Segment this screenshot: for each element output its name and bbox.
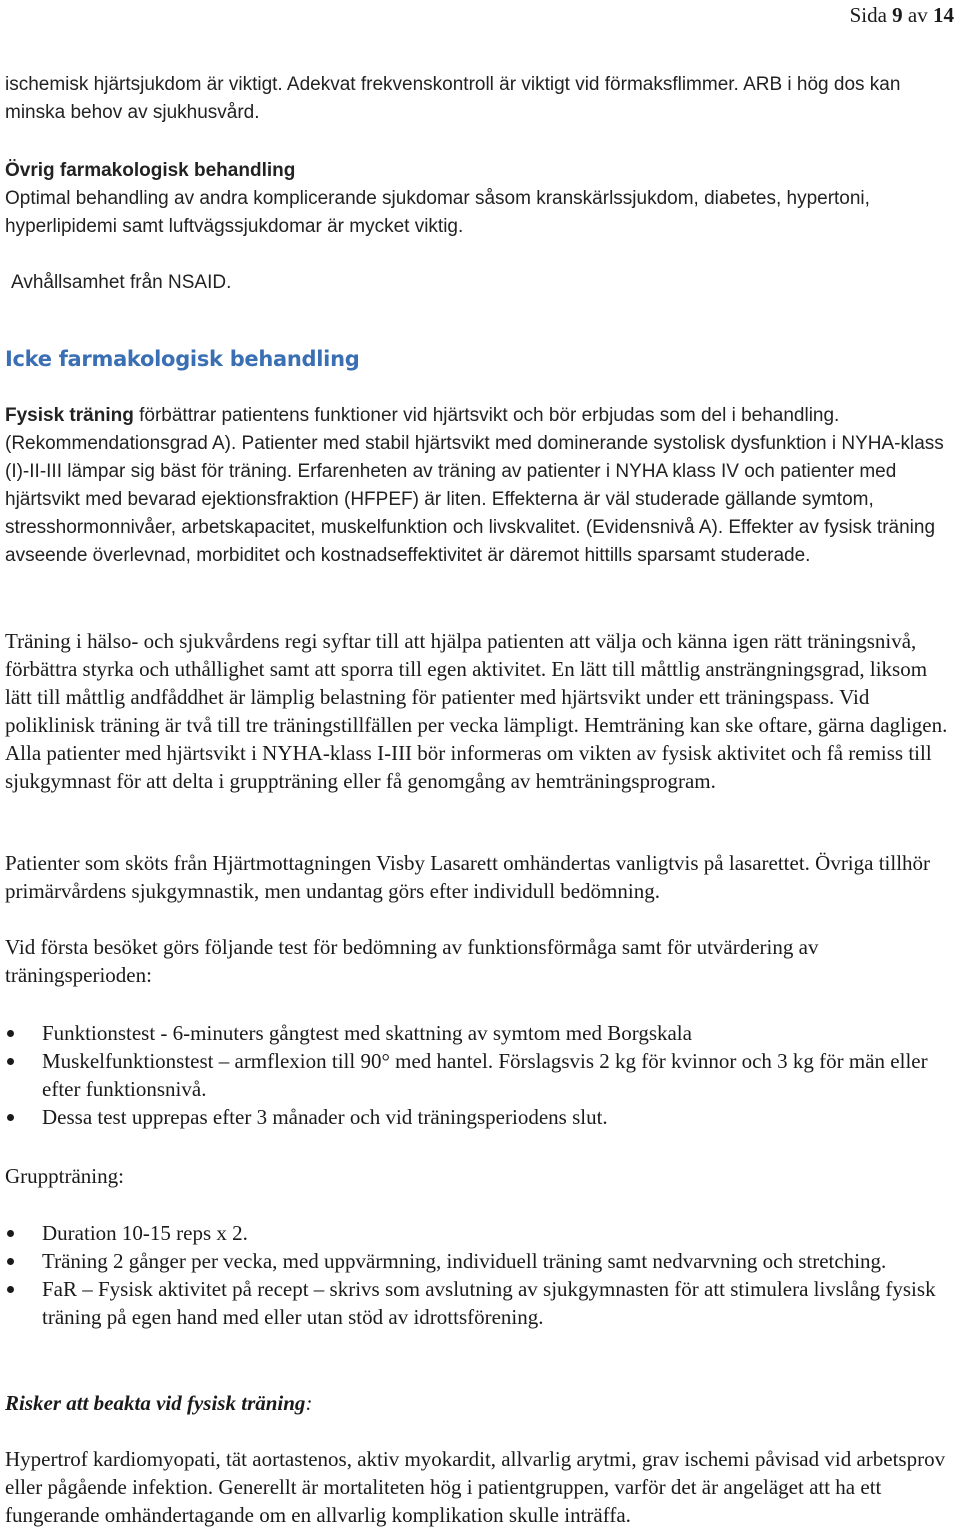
test-intro: Vid första besöket görs följande test för bedömning av funktionsförmåga samt för utvärdering av träningsperioden:	[5, 935, 819, 987]
fysisk-traning-paragraph	[5, 402, 957, 570]
grupptraning-label: Gruppträning:	[5, 1164, 124, 1188]
fysisk-traning-lead: Fysisk träning	[5, 405, 134, 426]
traning-paragraph: Träning i hälso- och sjukvårdens regi syftar till att hjälpa patienten att välja och känna igen rätt träningsnivå, förbättra styrka och uthållighet samt att sporra till egen aktivitet. En lätt till måttlig ansträngningsgrad, liksom lätt till måttlig andfåddhet är lämplig belastning för patienter med hjärtsvikt under ett träningspass. Vid poliklinisk träning är två till tre träningstillfällen per vecka lämpligt. Hemträning kan ske oftare, gärna dagligen. Alla patienter med hjärtsvikt i NYHA-klass I-III bör informeras om vikten av fysisk aktivitet och få remiss till sjukgymnast för att delta i gruppträning eller få genomgång av hemträningsprogram.	[5, 629, 948, 793]
page-number-total: 14	[933, 3, 954, 27]
list-item: Duration 10-15 reps x 2.	[5, 1219, 957, 1247]
grupptraning-list	[5, 1219, 957, 1331]
list-item: FaR – Fysisk aktivitet på recept – skrivs som avslutning av sjukgymnasten för att stimulera livslång fysisk träning på egen hand med eller utan stöd av idrottsförening.	[5, 1275, 957, 1331]
nsaid-note: Avhållsamhet från NSAID.	[11, 272, 232, 293]
page-number-prefix: Sida	[849, 3, 893, 27]
page-number	[850, 1, 954, 29]
risker-heading	[5, 1389, 312, 1417]
icke-farmakologisk-heading: Icke farmakologisk behandling	[5, 347, 360, 371]
list-item: Muskelfunktionstest – armflexion till 90° med hantel. Förslagsvis 2 kg för kvinnor och 3 kg för män eller efter funktionsnivå.	[5, 1047, 957, 1103]
list-item: Träning 2 gånger per vecka, med uppvärmning, individuell träning samt nedvarvning och stretching.	[5, 1247, 957, 1275]
fysisk-traning-body: förbättrar patientens funktioner vid hjärtsvikt och bör erbjudas som del i behandling. (Rekommendationsgrad A). Patienter med stabil hjärtsvikt med dominerande systolisk dysfunktion i NYHA-klass (I)-II-III lämpar sig bäst för träning. Erfarenheten av träning av patienter i NYHA klass IV och patienter med hjärtsvikt med bevarad ejektionsfraktion (HFPEF) är liten. Effekterna är väl studerade gällande symtom, stresshormonnivåer, arbetskapacitet, muskelfunktion och livskvalitet. (Evidensnivå A). Effekter av fysisk träning avseende överlevnad, morbiditet och kostnadseffektivitet är däremot hittills sparsamt studerade.	[5, 405, 944, 566]
risker-heading-colon: :	[305, 1391, 313, 1415]
visby-paragraph: Patienter som sköts från Hjärtmottagningen Visby Lasarett omhändertas vanligtvis på lasarettet. Övriga tillhör primärvårdens sjukgymnastik, men undantag görs efter individull bedömning.	[5, 851, 931, 903]
list-item: Dessa test upprepas efter 3 månader och vid träningsperiodens slut.	[5, 1103, 957, 1131]
list-item: Funktionstest - 6-minuters gångtest med skattning av symtom med Borgskala	[5, 1019, 957, 1047]
page-number-middle: av	[902, 3, 933, 27]
intro-paragraph: ischemisk hjärtsjukdom är viktigt. Adekvat frekvenskontroll är viktigt vid förmaksflimmer. ARB i hög dos kan minska behov av sjukhusvård.	[5, 74, 901, 123]
ovrig-heading	[5, 157, 295, 185]
ovrig-heading-text: Övrig farmakologisk behandling	[5, 160, 296, 181]
page-number-current: 9	[892, 3, 903, 27]
test-list	[5, 1019, 957, 1131]
ovrig-body: Optimal behandling av andra komplicerande sjukdomar såsom kranskärlssjukdom, diabetes, hypertoni, hyperlipidemi samt luftvägssjukdomar är mycket viktig.	[5, 188, 870, 237]
risker-paragraph: Hypertrof kardiomyopati, tät aortastenos, aktiv myokardit, allvarlig arytmi, grav ischemi påvisad vid arbetsprov eller pågående infektion. Generellt är mortaliteten hög i patientgruppen, varför det är angeläget att ha ett fungerande omhändertagande om en allvarlig komplikation skulle inträffa.	[5, 1447, 946, 1527]
risker-heading-text: Risker att beakta vid fysisk träning	[5, 1391, 306, 1415]
